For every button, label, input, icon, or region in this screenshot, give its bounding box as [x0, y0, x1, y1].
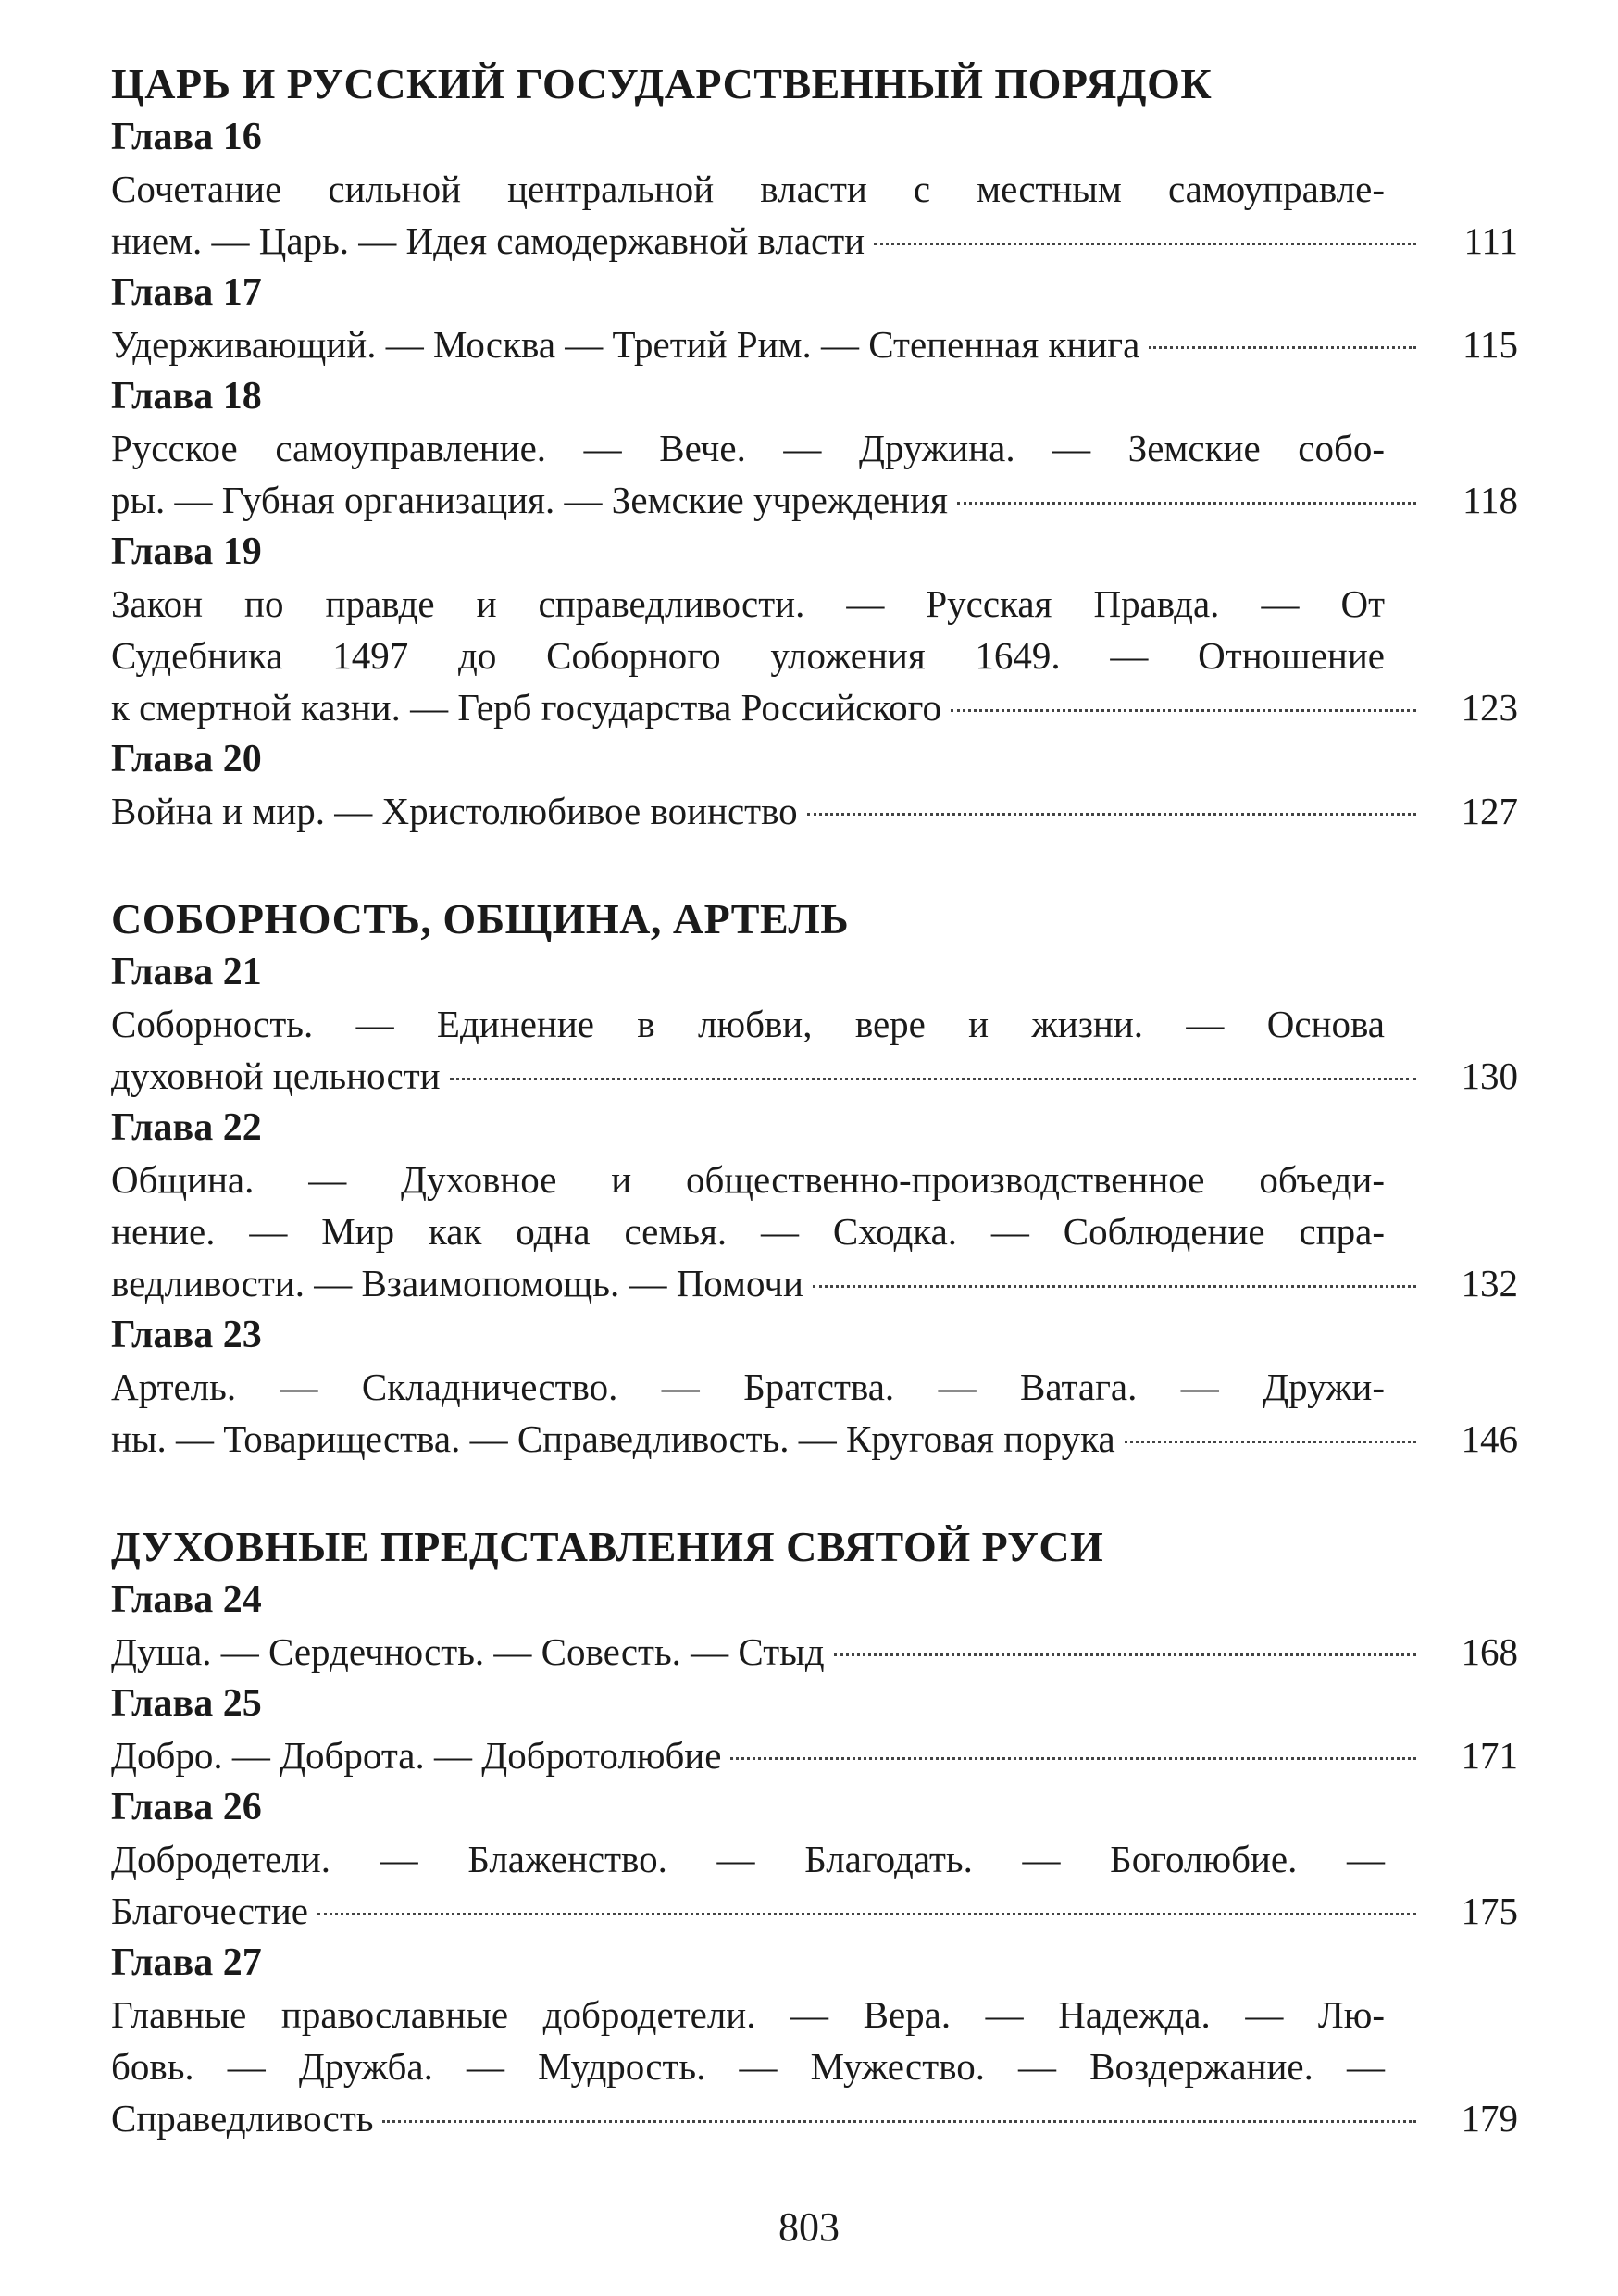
chapter-entry	[111, 318, 1518, 370]
entry-text: ведливости. — Взаимопомощь. — Помочи	[111, 1262, 803, 1304]
entry-line: Соборность. — Единение в любви, вере и жизни. — Основа	[111, 1003, 1385, 1045]
entry-text: Удерживающий. — Москва — Третий Рим. — Степенная книга	[111, 323, 1140, 366]
dot-leader	[813, 1285, 1416, 1288]
chapter-heading: Глава 26	[111, 1786, 262, 1828]
toc-chapter	[111, 1781, 1518, 1937]
dot-leader	[951, 709, 1416, 712]
entry-text: Благочестие	[111, 1890, 308, 1932]
toc-chapter	[111, 370, 1518, 526]
toc-section	[111, 57, 1518, 837]
chapter-heading: Глава 19	[111, 530, 262, 573]
entry-page-number: 123	[1461, 686, 1518, 729]
toc-chapter	[111, 267, 1518, 370]
entry-text: духовной цельности	[111, 1054, 441, 1097]
entry-last-line	[111, 2092, 1518, 2144]
chapter-entry	[111, 785, 1518, 837]
chapter-entry	[111, 998, 1518, 1102]
entry-page-number: 179	[1461, 2097, 1518, 2140]
entry-page-number: 132	[1461, 1262, 1518, 1304]
toc-chapter	[111, 1937, 1518, 2144]
dot-leader	[730, 1757, 1416, 1760]
chapter-heading: Глава 21	[111, 951, 262, 993]
dot-leader	[382, 2120, 1416, 2123]
entry-text: Война и мир. — Христолюбивое воинство	[111, 790, 798, 832]
dot-leader	[1125, 1441, 1416, 1443]
entry-page-number: 111	[1463, 219, 1518, 262]
entry-last-line	[111, 1257, 1518, 1309]
chapter-heading: Глава 27	[111, 1941, 262, 1984]
entry-page-number: 118	[1462, 479, 1518, 521]
entry-text: Справедливость	[111, 2097, 374, 2140]
entry-last-line	[111, 1413, 1518, 1465]
entry-page-number: 168	[1461, 1630, 1518, 1673]
chapter-heading: Глава 24	[111, 1578, 262, 1621]
table-of-contents	[111, 57, 1518, 2200]
section-title: ДУХОВНЫЕ ПРЕДСТАВЛЕНИЯ СВЯТОЙ РУСИ	[111, 1523, 1104, 1570]
toc-chapter	[111, 111, 1518, 267]
chapter-entry	[111, 1361, 1518, 1465]
entry-page-number: 171	[1461, 1734, 1518, 1777]
entry-line: Главные православные добродетели. — Вера. — Надежда. — Лю-	[111, 1993, 1385, 2036]
entry-line: Артель. — Складничество. — Братства. — Ватага. — Дружи-	[111, 1366, 1385, 1408]
entry-text: ры. — Губная организация. — Земские учреждения	[111, 479, 948, 521]
entry-text: к смертной казни. — Герб государства Российского	[111, 686, 941, 729]
entry-page-number: 127	[1461, 790, 1518, 832]
toc-chapter	[111, 526, 1518, 733]
toc-chapter	[111, 946, 1518, 1102]
toc-chapter	[111, 1678, 1518, 1781]
section-title: ЦАРЬ И РУССКИЙ ГОСУДАРСТВЕННЫЙ ПОРЯДОК	[111, 60, 1213, 107]
chapter-entry	[111, 1729, 1518, 1781]
page-number: 803	[778, 2204, 840, 2250]
entry-line: Община. — Духовное и общественно-производственное объеди-	[111, 1158, 1385, 1201]
dot-leader	[450, 1078, 1416, 1080]
chapter-heading: Глава 23	[111, 1314, 262, 1356]
entry-line: Добродетели. — Блаженство. — Благодать. — Боголюбие. —	[111, 1838, 1385, 1880]
section-title: СОБОРНОСТЬ, ОБЩИНА, АРТЕЛЬ	[111, 895, 850, 942]
chapter-entry	[111, 1626, 1518, 1678]
chapter-entry	[111, 163, 1518, 267]
entry-last-line	[111, 1729, 1518, 1781]
entry-text: Добро. — Доброта. — Добротолюбие	[111, 1734, 722, 1777]
entry-line: Русское самоуправление. — Вече. — Дружина. — Земские собо-	[111, 427, 1385, 469]
chapter-heading: Глава 16	[111, 116, 262, 158]
toc-section	[111, 1520, 1518, 2144]
dot-leader	[957, 502, 1416, 505]
chapter-entry	[111, 1154, 1518, 1309]
chapter-entry	[111, 422, 1518, 526]
entry-last-line	[111, 474, 1518, 526]
entry-last-line	[111, 215, 1518, 267]
entry-line: бовь. — Дружба. — Мудрость. — Мужество. — Воздержание. —	[111, 2045, 1385, 2088]
entry-last-line	[111, 318, 1518, 370]
entry-page-number: 175	[1461, 1890, 1518, 1932]
entry-text: ны. — Товарищества. — Справедливость. — Круговая порука	[111, 1417, 1115, 1460]
dot-leader	[834, 1653, 1416, 1656]
chapter-heading: Глава 25	[111, 1682, 262, 1725]
chapter-entry	[111, 1833, 1518, 1937]
entry-line: Судебника 1497 до Соборного уложения 1649. — Отношение	[111, 634, 1385, 677]
chapter-heading: Глава 22	[111, 1106, 262, 1149]
entry-last-line	[111, 1885, 1518, 1937]
entry-line: Сочетание сильной центральной власти с местным самоуправле-	[111, 168, 1385, 210]
toc-chapter	[111, 1102, 1518, 1309]
toc-chapter	[111, 1574, 1518, 1678]
entry-page-number: 115	[1462, 323, 1518, 366]
entry-last-line	[111, 681, 1518, 733]
dot-leader	[807, 813, 1416, 816]
chapter-heading: Глава 17	[111, 271, 262, 314]
toc-chapter	[111, 1309, 1518, 1465]
chapter-heading: Глава 20	[111, 738, 262, 780]
entry-last-line	[111, 1050, 1518, 1102]
chapter-entry	[111, 1989, 1518, 2144]
entry-text: Душа. — Сердечность. — Совесть. — Стыд	[111, 1630, 825, 1673]
dot-leader	[1149, 346, 1416, 349]
chapter-entry	[111, 578, 1518, 733]
toc-chapter	[111, 733, 1518, 837]
entry-page-number: 130	[1461, 1054, 1518, 1097]
entry-line: нение. — Мир как одна семья. — Сходка. — Соблюдение спра-	[111, 1210, 1385, 1253]
chapter-heading: Глава 18	[111, 375, 262, 418]
toc-section	[111, 892, 1518, 1465]
entry-page-number: 146	[1461, 1417, 1518, 1460]
dot-leader	[317, 1913, 1416, 1915]
dot-leader	[874, 243, 1416, 245]
entry-text: нием. — Царь. — Идея самодержавной власти	[111, 219, 865, 262]
entry-line: Закон по правде и справедливости. — Русская Правда. — От	[111, 582, 1385, 625]
entry-last-line	[111, 1626, 1518, 1678]
entry-last-line	[111, 785, 1518, 837]
